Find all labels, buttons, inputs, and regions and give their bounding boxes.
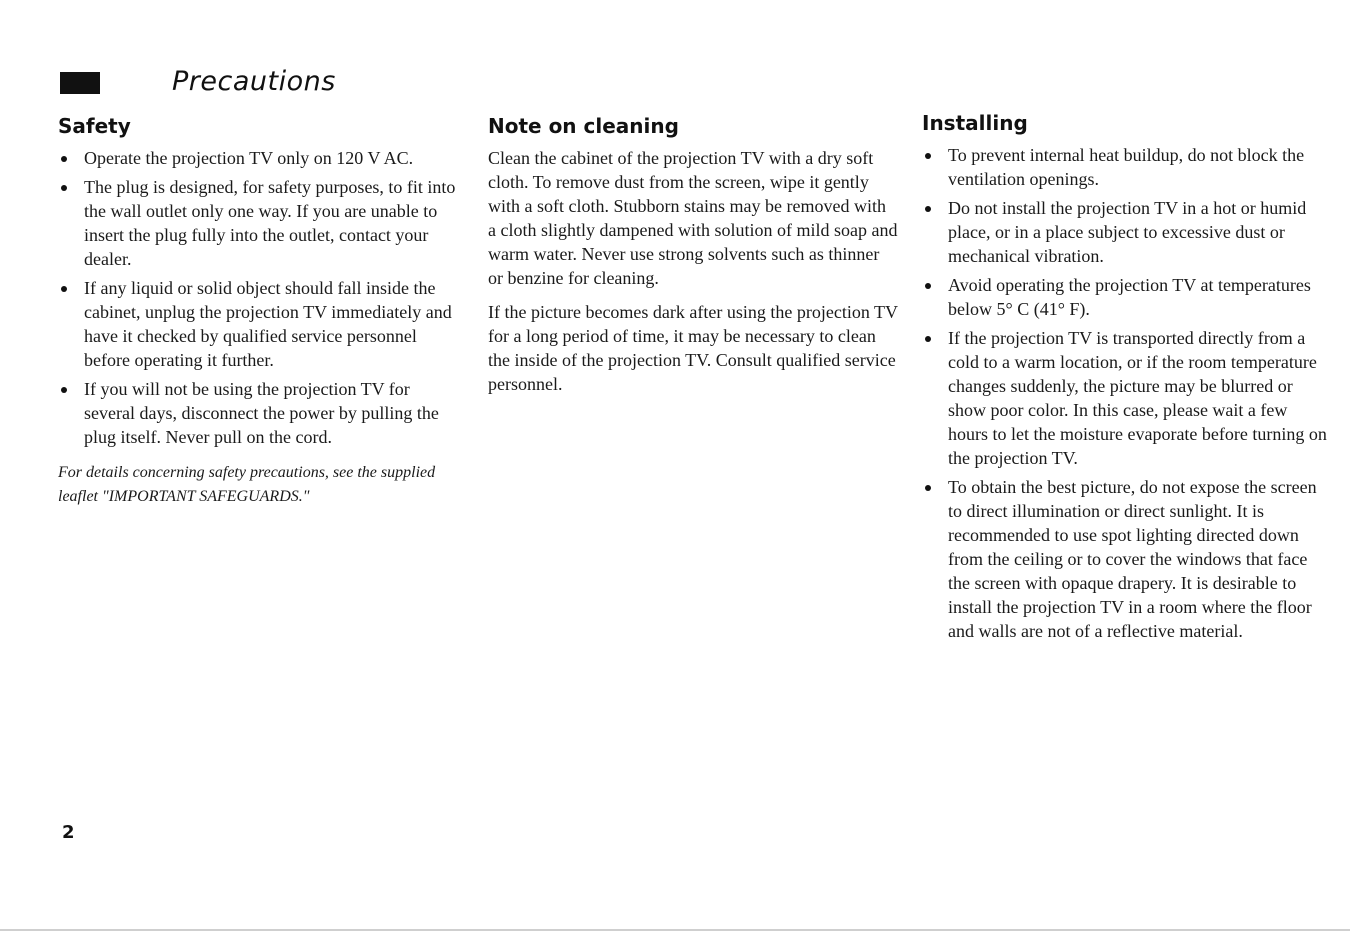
list-item: To obtain the best picture, do not expose the screen to direct illumination or direct sunlight. It is recommended to use spot lighting directed down from the ceiling or to cover the windows that face the screen with opaque drapery. It is desirable to install the projection TV in a room where the floor and walls are not of a reflective material. [922,475,1327,643]
list-item: Do not install the projection TV in a hot or humid place, or in a place subject to excessive dust or mechanical vibration. [922,196,1327,268]
cleaning-paragraph: If the picture becomes dark after using the projection TV for a long period of time, it may be necessary to clean the inside of the projection TV. Consult qualified service personnel. [488,302,898,394]
safety-footnote: For details concerning safety precautions, see the supplied leaflet "IMPORTANT SAFEGUARDS." [58,464,436,505]
list-item: The plug is designed, for safety purposes, to fit into the wall outlet only one way. If you are unable to insert the plug fully into the outlet, contact your dealer. [58,175,458,271]
safety-section [58,114,458,509]
list-item: Avoid operating the projection TV at temperatures below 5° C (41° F). [922,273,1327,321]
safety-list [58,146,458,449]
list-item: Operate the projection TV only on 120 V AC. [58,146,458,170]
cleaning-heading: Note on cleaning [488,114,679,138]
list-item: To prevent internal heat buildup, do not block the ventilation openings. [922,143,1327,191]
installing-section [922,111,1327,648]
list-item: If you will not be using the projection TV for several days, disconnect the power by pulling the plug itself. Never pull on the cord. [58,377,458,449]
safety-heading: Safety [58,114,131,138]
page-title: Precautions [172,66,336,97]
installing-list [922,143,1327,643]
cleaning-section [488,114,898,406]
list-item: If any liquid or solid object should fall inside the cabinet, unplug the projection TV immediately and have it checked by qualified service personnel before operating it further. [58,276,458,372]
installing-heading: Installing [922,111,1028,135]
list-item: If the projection TV is transported directly from a cold to a warm location, or if the room temperature changes suddenly, the picture may be blurred or show poor color. In this case, please wait a few hours to let the moisture evaporate before turning on the projection TV. [922,326,1327,470]
section-marker [60,72,100,94]
cleaning-paragraph: Clean the cabinet of the projection TV with a dry soft cloth. To remove dust from the screen, wipe it gently with a soft cloth. Stubborn stains may be removed with a cloth slightly dampened with solution of mild soap and warm water. Never use strong solvents such as thinner or benzine for cleaning. [488,148,898,288]
page-number: 2 [62,822,75,843]
